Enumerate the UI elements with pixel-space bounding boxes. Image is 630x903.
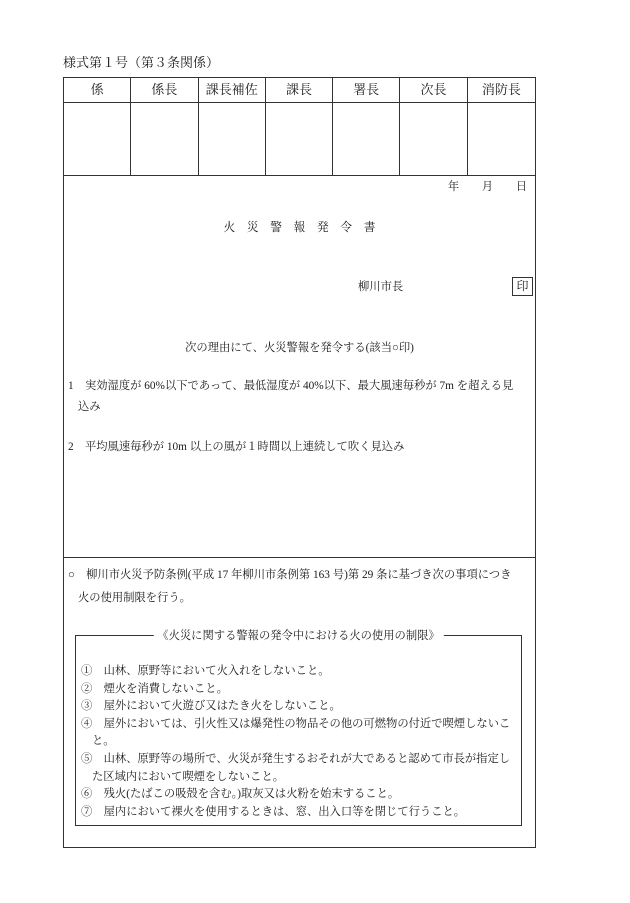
restriction-section [64,558,535,847]
approval-header-kacho: 課長 [266,78,333,103]
approval-header-shocho: 署長 [333,78,400,103]
reason-line: 込み [78,401,101,413]
restriction-box-title: 《火災に関する警報の発令中における火の使用の制限》 [153,628,443,644]
approval-grid [64,78,535,176]
approval-header-kachohosa: 課長補佐 [199,78,266,103]
approval-stamp-cell [400,103,467,176]
restriction-item: ⑤ 山林、原野等の場所で、火災が発生するおそれが大であると認めて市長が指定し [81,752,511,765]
approval-stamp-cell [131,103,198,176]
ordinance-line: ○ 柳川市火災予防条例(平成 17 年柳川市条例第 163 号)第 29 条に基づき次の事項につき [68,569,512,581]
approval-stamp-cell [468,103,535,176]
restriction-item: ① 山林、原野等において火入れをしないこと。 [81,665,330,677]
reason-intro: 次の理由にて、火災警報を発令する(該当○印) [185,342,414,354]
restriction-item: ⑥ 残火(たばこの吸殻を含む。)取灰又は火粉を始末すること。 [81,788,400,801]
approval-stamp-cell [199,103,266,176]
approval-header-shobocho: 消防長 [468,78,535,103]
restriction-item: ④ 屋外においては、引火性又は爆発性の物品その他の可燃物の付近で喫煙しないこ [81,717,511,730]
approval-stamp-cell [64,103,131,176]
notice-section [64,176,535,558]
restriction-item: ⑦ 屋内において裸火を使用するときは、窓、出入口等を閉じて行うこと。 [81,805,466,818]
approval-header-kakaricho: 係長 [131,78,198,103]
approval-stamp-cell [266,103,333,176]
approval-header-jicho: 次長 [400,78,467,103]
issuer-name: 柳川市長 [358,281,404,293]
document-title: 火 災 警 報 発 令 書 [223,221,376,234]
approval-stamp-cell [333,103,400,176]
form-frame [63,77,536,848]
restriction-item: ② 煙火を消費しないこと。 [81,682,228,695]
reason-line: 1 実効湿度が 60%以下であって、最低湿度が 40%以下、最大風速毎秒が 7m を超える見 [68,380,514,392]
approval-header-kakari: 係 [64,78,131,103]
restriction-item: ③ 屋外において火遊び又はたき火をしないこと。 [81,700,341,713]
ordinance-line: 火の使用制限を行う。 [78,592,191,604]
date-line: 年 月 日 [447,181,527,193]
seal-box [512,277,533,296]
form-number: 様式第１号（第３条関係） [63,55,220,70]
restriction-item-continuation: と。 [92,735,115,748]
restriction-box [75,630,522,826]
seal-mark: 印 [516,279,529,293]
restriction-item-continuation: た区域内において喫煙をしないこと。 [92,770,285,783]
reason-line: 2 平均風速毎秒が 10m 以上の風が１時間以上連続して吹く見込み [68,441,405,453]
